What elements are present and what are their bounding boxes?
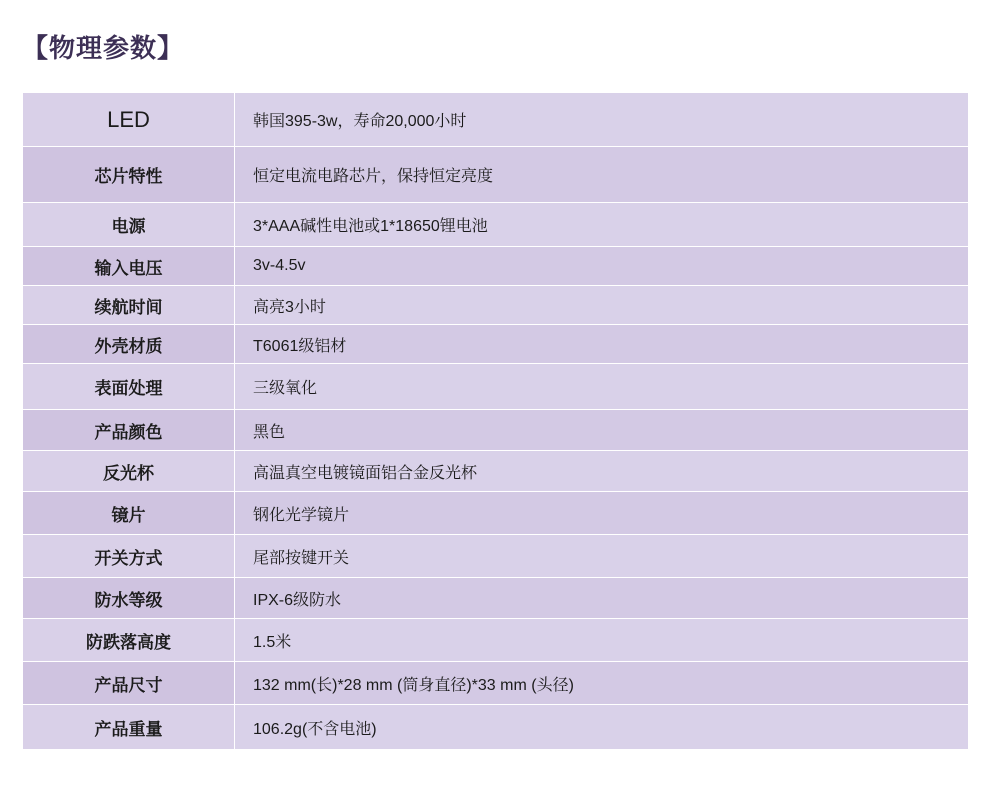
- spec-label: 续航时间: [23, 286, 235, 325]
- spec-label: 电源: [23, 203, 235, 247]
- spec-value: 132 mm(长)*28 mm (筒身直径)*33 mm (头径): [235, 662, 969, 705]
- spec-value: 黑色: [235, 410, 969, 451]
- table-row: [23, 147, 969, 203]
- spec-value: 1.5米: [235, 619, 969, 662]
- spec-label: 镜片: [23, 492, 235, 535]
- spec-label: 产品重量: [23, 705, 235, 750]
- table-row: [23, 662, 969, 705]
- spec-value: T6061级铝材: [235, 325, 969, 364]
- spec-label: 防跌落高度: [23, 619, 235, 662]
- spec-value: 尾部按键开关: [235, 535, 969, 578]
- table-row: [23, 325, 969, 364]
- table-row: [23, 247, 969, 286]
- table-row: [23, 364, 969, 410]
- table-row: [23, 535, 969, 578]
- spec-label: 输入电压: [23, 247, 235, 286]
- spec-label: 开关方式: [23, 535, 235, 578]
- spec-value: 3*AAA碱性电池或1*18650锂电池: [235, 203, 969, 247]
- spec-value: 高温真空电镀镜面铝合金反光杯: [235, 451, 969, 492]
- table-row: [23, 619, 969, 662]
- spec-label: LED: [23, 93, 235, 147]
- table-row: [23, 410, 969, 451]
- table-row: [23, 93, 969, 147]
- spec-value: 韩国395-3w，寿命20,000小时: [235, 93, 969, 147]
- spec-label: 芯片特性: [23, 147, 235, 203]
- table-row: [23, 705, 969, 750]
- spec-value: IPX-6级防水: [235, 578, 969, 619]
- spec-label: 产品颜色: [23, 410, 235, 451]
- table-row: [23, 451, 969, 492]
- page-title: 【物理参数】: [22, 33, 185, 63]
- spec-label: 反光杯: [23, 451, 235, 492]
- spec-value: 钢化光学镜片: [235, 492, 969, 535]
- spec-value: 高亮3小时: [235, 286, 969, 325]
- spec-label: 防水等级: [23, 578, 235, 619]
- spec-value: 恒定电流电路芯片，保持恒定亮度: [235, 147, 969, 203]
- physical-parameters-table: [22, 92, 969, 750]
- spec-label: 外壳材质: [23, 325, 235, 364]
- spec-label: 产品尺寸: [23, 662, 235, 705]
- spec-label: 表面处理: [23, 364, 235, 410]
- spec-value: 三级氧化: [235, 364, 969, 410]
- table-row: [23, 492, 969, 535]
- table-row: [23, 203, 969, 247]
- table-row: [23, 286, 969, 325]
- table-row: [23, 578, 969, 619]
- spec-value: 106.2g(不含电池): [235, 705, 969, 750]
- spec-value: 3v-4.5v: [235, 247, 969, 286]
